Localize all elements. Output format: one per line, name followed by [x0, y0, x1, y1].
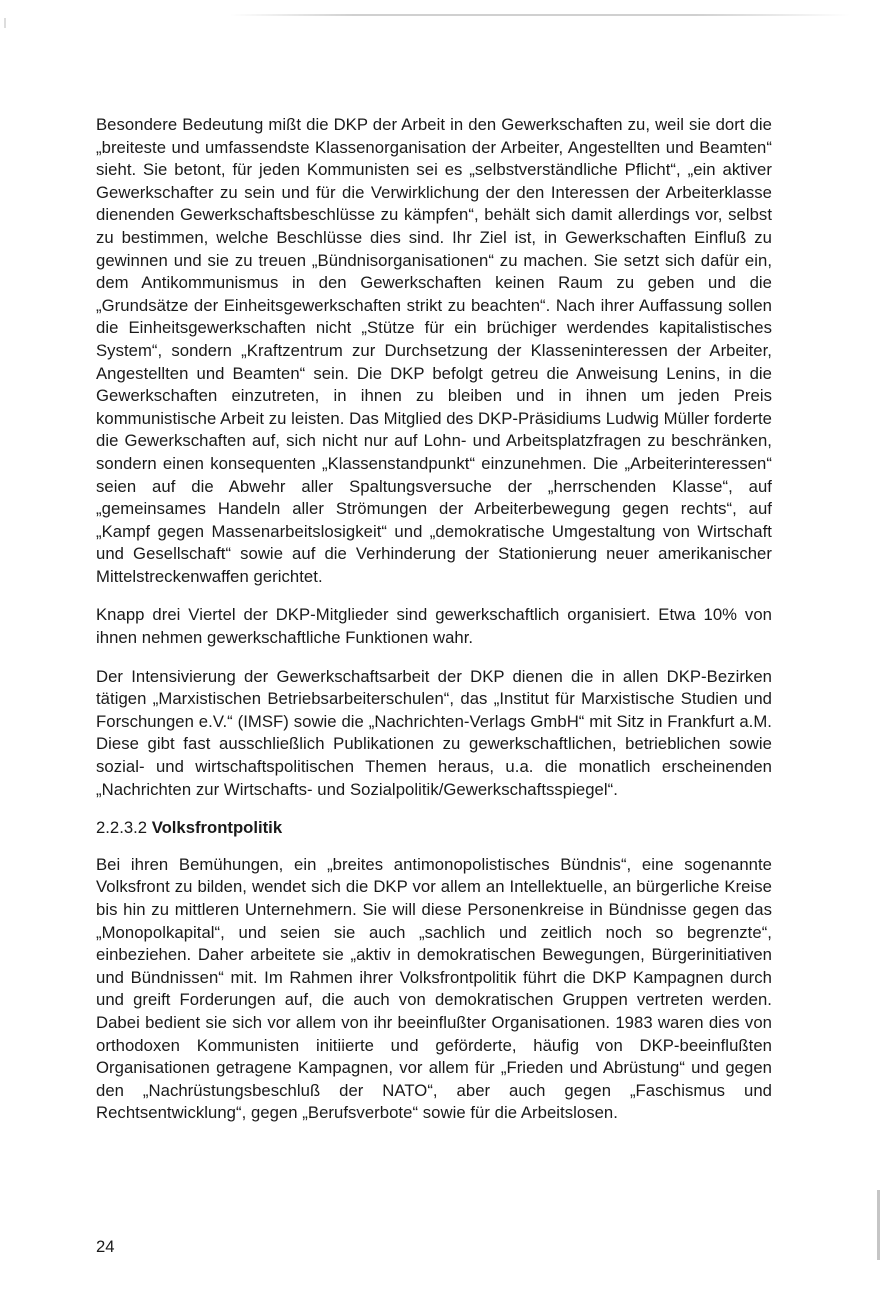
- paragraph-gewerkschaften: Besondere Bedeutung mißt die DKP der Arbeit in den Gewerkschaften zu, weil sie dort die „breiteste und umfassendste Klassenorganisation der Arbeiter, Angestellten und Beamten“ sieht. Sie betont, für jeden Kommunisten sei es „selbstverständliche Pflicht“, „ein aktiver Gewerkschafter zu sein und für die Verwirklichung der den Interessen der Arbeiterklasse dienenden Gewerkschaftsbeschlüsse zu kämpfen“, behält sich damit allerdings vor, selbst zu bestimmen, welche Beschlüsse dies sind. Ihr Ziel ist, in Gewerkschaften Einfluß zu gewinnen und sie zu treuen „Bündnisorganisationen“ zu machen. Sie setzt sich dafür ein, dem Antikommunismus in den Gewerkschaften keinen Raum zu geben und die „Grundsätze der Einheitsgewerkschaften strikt zu beachten“. Nach ihrer Auffassung sollen die Einheitsgewerkschaften nicht „Stütze für ein brüchiger werdendes kapitalistisches System“, sondern „Kraftzentrum zur Durchsetzung der Klasseninteressen der Arbeiter, Angestellten und Beamten“ sein. Die DKP befolgt getreu die Anweisung Lenins, in die Gewerkschaften einzutreten, in ihnen zu bleiben und in ihnen um jeden Preis kommunistische Arbeit zu leisten. Das Mitglied des DKP-Präsidiums Ludwig Müller forderte die Gewerkschaften auf, sich nicht nur auf Lohn- und Arbeitsplatzfragen zu beschränken, sondern einen konsequenten „Klassenstandpunkt“ einzunehmen. Die „Arbeiterinteressen“ seien auf die Abwehr aller Spaltungsversuche der „herrschenden Klasse“, auf „gemeinsames Handeln aller Strömungen der Arbeiterbewegung gegen rechts“, auf „Kampf gegen Massenarbeitslosigkeit“ und „demokratische Umgestaltung von Wirtschaft und Gesellschaft“ sowie auf die Verhinderung der Stationierung neuer amerikanischer Mittelstreckenwaffen gerichtet.: [96, 115, 772, 586]
- paragraph-intensivierung: Der Intensivierung der Gewerkschaftsarbeit der DKP dienen die in allen DKP-Bezirken tätigen „Marxistischen Betriebsarbeiterschulen“, das „Institut für Marxistische Studien und Forschungen e.V.“ (IMSF) sowie die „Nachrichten-Verlags GmbH“ mit Sitz in Frankfurt a.M. Diese gibt fast ausschließlich Publikationen zu gewerkschaftlichen, betrieblichen sowie sozial- und wirtschaftspolitischen Themen heraus, u.a. die monatlich erscheinenden „Nachrichten zur Wirtschafts- und Sozialpolitik/Gewerkschaftsspiegel“.: [96, 666, 772, 799]
- scan-mark: [4, 18, 6, 28]
- page-edge-shadow: [877, 1190, 880, 1260]
- paragraph-mitglieder: Knapp drei Viertel der DKP-Mitglieder sind gewerkschaftlich organisiert. Etwa 10% von ihnen nehmen gewerkschaftliche Funktionen wahr.: [96, 605, 772, 648]
- page-body: [96, 114, 772, 1141]
- section-heading: [96, 817, 772, 840]
- section-title: Volksfrontpolitik: [151, 818, 283, 838]
- paragraph-volksfront: Bei ihren Bemühungen, ein „breites antimonopolistisches Bündnis“, eine sogenannte Volksfront zu bilden, wendet sich die DKP vor allem an Intellektuelle, an bürgerliche Kreise bis hin zu mittleren Unternehmern. Sie will diese Personenkreise in Bündnisse gegen das „Monopolkapital“, und seien sie auch „sachlich und zeitlich noch so begrenzte“, einbeziehen. Daher arbeitete sie „aktiv in demokratischen Bewegungen, Bürgerinitiativen und Bündnissen“ mit. Im Rahmen ihrer Volksfrontpolitik führt die DKP Kampagnen durch und greift Forderungen auf, die auch von demokratischen Gruppen vertreten werden. Dabei bedient sie sich vor allem von ihr beeinflußter Organisationen. 1983 waren dies von orthodoxen Kommunisten initiierte und geförderte, häufig von DKP-beeinflußten Organisationen getragene Kampagnen, vor allem für „Frieden und Abrüstung“ und gegen den „Nachrüstungsbeschluß der NATO“, aber auch gegen „Faschismus und Rechtsentwicklung“, gegen „Berufsverbote“ sowie für die Arbeitslosen.: [96, 854, 772, 1123]
- top-scan-rule: [230, 14, 850, 16]
- page-number: 24: [96, 1237, 115, 1256]
- section-number: 2.2.3.2: [96, 818, 148, 838]
